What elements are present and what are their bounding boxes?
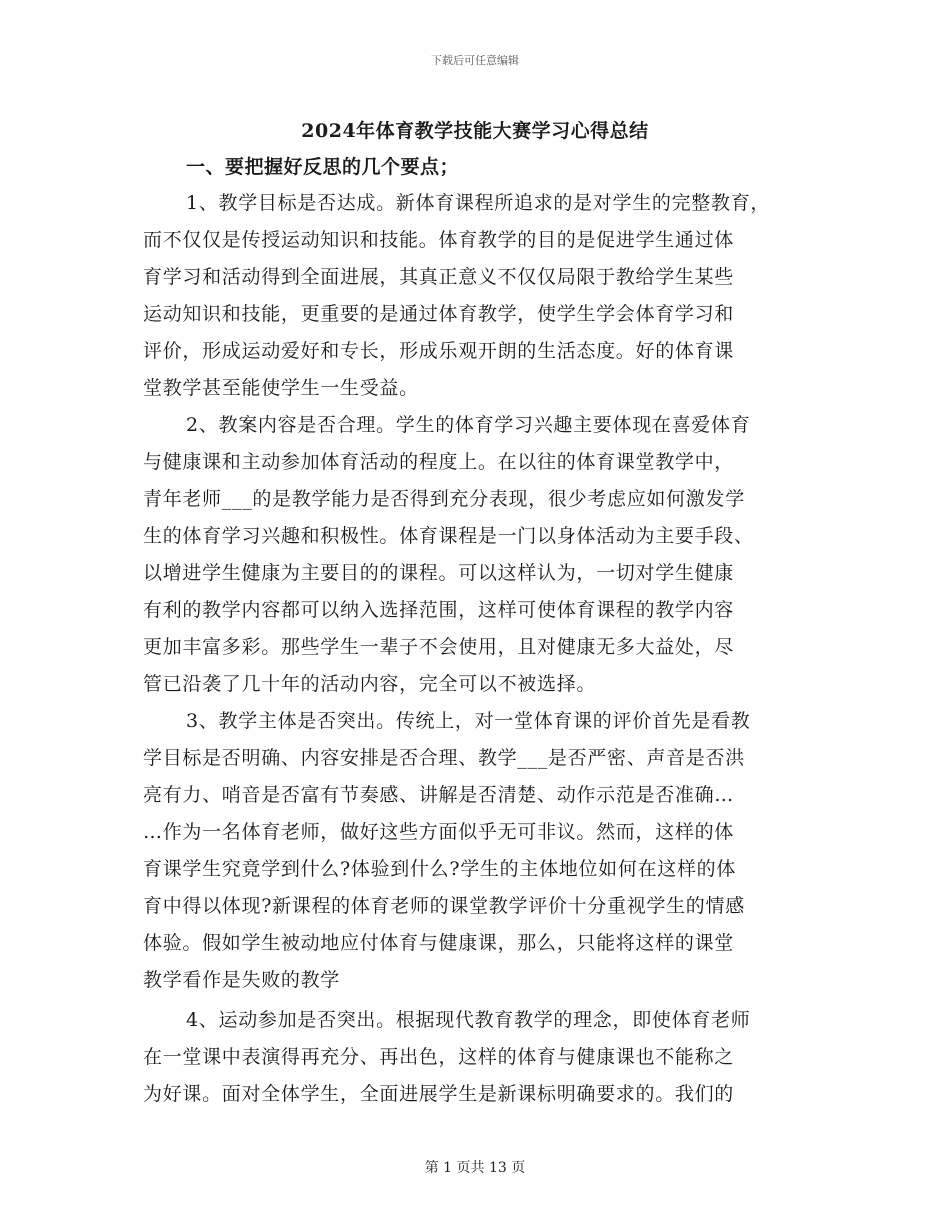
paragraph-line: 为好课。面对全体学生，全面进展学生是新课标明确要求的。我们的 [143,1083,735,1105]
paragraph-line: 堂教学甚至能使学生一生受益。 [143,377,419,399]
page-header: 下载后可任意编辑 [431,54,519,67]
paragraph-line: 评价，形成运动爱好和专长，形成乐观开朗的生活态度。好的体育课 [143,340,735,362]
paragraph-line: 3、教学主体是否突出。传统上，对一堂体育课的评价首先是看教 [186,710,751,732]
paragraph-line: 青年老师___的是教学能力是否得到充分表现，很少考虑应如何激发学 [143,488,745,510]
document-title: 2024年体育教学技能大赛学习心得总结 [301,120,649,142]
paragraph-line: 管已沿袭了几十年的活动内容，完全可以不被选择。 [143,673,597,695]
paragraph-line: 生的体育学习兴趣和积极性。体育课程是一门以身体活动为主要手段、 [143,525,754,547]
paragraph-line: 体验。假如学生被动地应付体育与健康课，那么，只能将这样的课堂 [143,932,735,954]
paragraph-line: 育学习和活动得到全面进展，其真正意义不仅仅局限于教给学生某些 [143,266,735,288]
paragraph-line: 运动知识和技能，更重要的是通过体育教学，使学生学会体育学习和 [143,303,735,325]
paragraph-line: 在一堂课中表演得再充分、再出色，这样的体育与健康课也不能称之 [143,1046,735,1068]
paragraph-line: 4、运动参加是否突出。根据现代教育教学的理念，即使体育老师 [186,1009,751,1031]
paragraph-line: 亮有力、哨音是否富有节奏感、讲解是否清楚、动作示范是否准确… [143,784,735,806]
section-heading: 一、要把握好反思的几个要点； [186,156,460,178]
paragraph-line: 2、教案内容是否合理。学生的体育学习兴趣主要体现在喜爱体育 [186,414,751,436]
paragraph-line: 有利的教学内容都可以纳入选择范围，这样可使体育课程的教学内容 [143,599,735,621]
page-footer: 第 1 页共 13 页 [424,1160,526,1176]
paragraph-line: 更加丰富多彩。那些学生一辈子不会使用，且对健康无多大益处，尽 [143,636,735,658]
paragraph-line: 育中得以体现?新课程的体育老师的课堂教学评价十分重视学生的情感 [143,895,745,917]
paragraph-line: 育课学生究竟学到什么?体验到什么?学生的主体地位如何在这样的体 [143,858,737,880]
paragraph-line: 1、教学目标是否达成。新体育课程所追求的是对学生的完整教育， [186,192,771,214]
paragraph-line: 而不仅仅是传授运动知识和技能。体育教学的目的是促进学生通过体 [143,229,735,251]
paragraph-line: 与健康课和主动参加体育活动的程度上。在以往的体育课堂教学中， [143,451,735,473]
paragraph-line: 学目标是否明确、内容安排是否合理、教学___是否严密、声音是否洪 [143,747,745,769]
paragraph-line: 以增进学生健康为主要目的的课程。可以这样认为，一切对学生健康 [143,562,735,584]
paragraph-line: …作为一名体育老师，做好这些方面似乎无可非议。然而，这样的体 [143,821,735,843]
paragraph-line: 教学看作是失败的教学 [143,969,341,991]
